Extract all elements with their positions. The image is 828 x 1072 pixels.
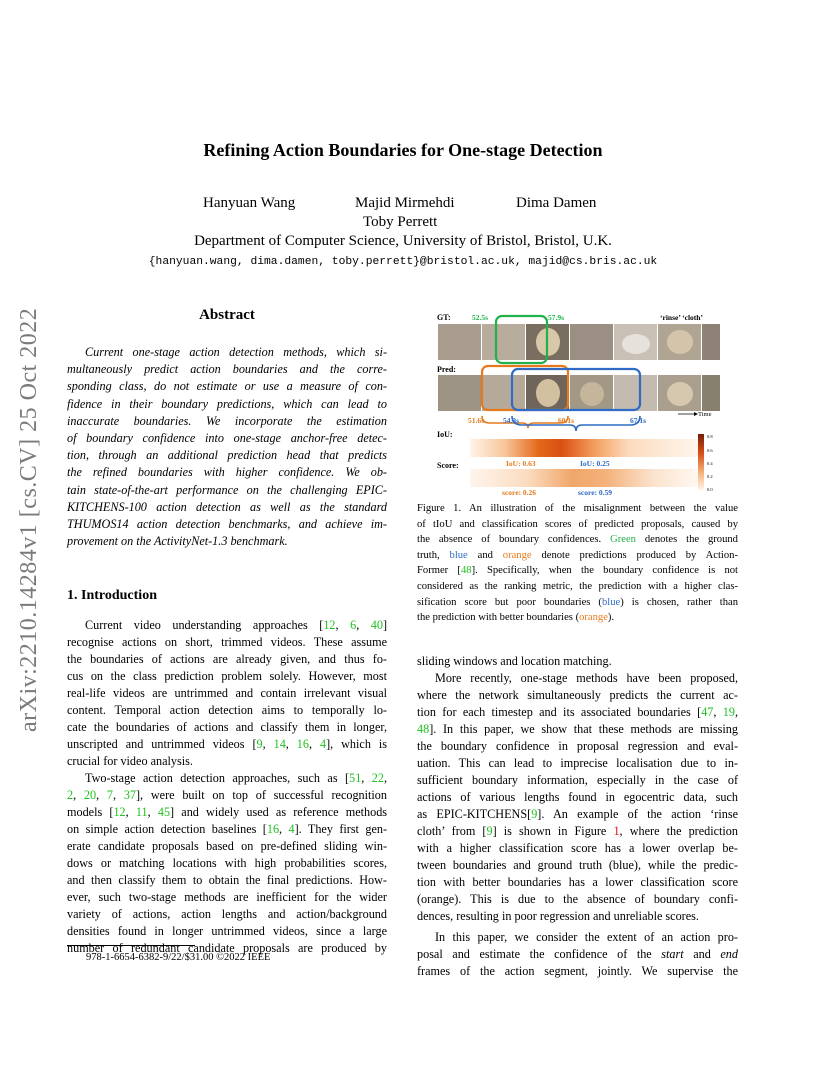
text-run: the prediction with better boundaries (: [417, 612, 580, 624]
text-run: dows or matching locations with high probabilities scores,: [67, 856, 387, 870]
author-name: Hanyuan Wang: [203, 195, 296, 211]
colorbar-tick: 0.0: [707, 487, 713, 492]
text-line: [417, 688, 738, 703]
text-line: [417, 841, 738, 856]
text-run: considered as the ranking metric, the prediction with a higher clas-: [417, 581, 738, 592]
paper-title: Refining Action Boundaries for One-stage Detection: [203, 140, 603, 160]
text-run: ,: [383, 771, 388, 785]
text-run: ,: [734, 705, 739, 719]
text-line: [417, 807, 738, 822]
time-axis-label: Time: [698, 411, 712, 418]
color-word: Green: [610, 534, 636, 546]
text-run: ,: [308, 737, 320, 751]
text-run: denote predictions produced by Action-: [531, 549, 738, 561]
text-line: [417, 654, 738, 669]
orange-iou-value: IoU: 0.63: [506, 459, 536, 468]
colorbar-tick: 0.8: [707, 434, 713, 439]
pred-time: 51.6s: [468, 416, 485, 425]
text-line: Current one-stage action detection methods, which si-: [85, 345, 387, 359]
text-run: tween boundaries and ground truth (blue), while the predic-: [417, 858, 738, 872]
text-line: [417, 671, 738, 686]
colorbar: [698, 434, 704, 490]
text-line: [67, 856, 387, 871]
text-line: [417, 858, 738, 873]
text-line: [417, 947, 738, 962]
text-run: models [: [67, 805, 114, 819]
text-run: ,: [113, 788, 124, 802]
abstract-heading: Abstract: [199, 307, 255, 323]
orange-score-value: score: 0.26: [502, 488, 537, 497]
text-line: [417, 824, 738, 839]
text-run: ,: [713, 705, 723, 719]
colorbar-tick: 0.4: [707, 461, 713, 466]
text-run: ,: [147, 805, 158, 819]
text-line: [417, 930, 738, 945]
text-run: ,: [279, 822, 289, 836]
text-line: KITCHENS-100 action detection as well as the standard: [67, 499, 387, 514]
blue-iou-value: IoU: 0.25: [580, 459, 610, 468]
caption-line: [417, 580, 738, 593]
text-run: end: [720, 947, 738, 961]
text-run: ]. In this paper, we show that these methods are missing: [429, 722, 738, 736]
text-line: [417, 892, 738, 907]
gt-label: GT:: [437, 313, 451, 322]
citation-link[interactable]: 14: [273, 737, 286, 751]
text-line: provement on the ActivityNet-1.3 benchmark.: [67, 534, 288, 549]
text-line: THUMOS14 action detection benchmarks, and achieve im-: [67, 517, 387, 531]
text-run: tion with better boundaries has a lower classification score: [417, 875, 738, 889]
text-run: ).: [607, 612, 615, 624]
citation-link[interactable]: 12: [113, 805, 126, 819]
text-run: Figure 1. An illustration of the misalignment between the value: [417, 503, 738, 514]
text-line: [67, 720, 387, 735]
caption-line: [417, 564, 738, 577]
text-line: [67, 652, 387, 667]
citation-link[interactable]: 11: [135, 805, 148, 819]
text-run: content. Temporal action detection aims to temporally lo-: [67, 703, 387, 717]
text-run: Former [: [417, 565, 461, 577]
citation-link[interactable]: 6: [350, 618, 357, 632]
text-run: variety of actions, action lengths and action/background: [67, 907, 387, 921]
section-heading: 1. Introduction: [67, 588, 157, 603]
text-run: as EPIC-KITCHENS[: [417, 807, 532, 821]
text-run: sliding windows and location matching.: [417, 654, 612, 668]
author-name: Toby Perrett: [363, 214, 438, 230]
caption-line: [417, 502, 738, 515]
text-line: [67, 890, 387, 905]
pred-time: 60.1s: [558, 416, 575, 425]
text-line: of boundary confidence into one-stage anchor-free detec-: [67, 431, 387, 445]
text-run: tion for each timestep and its associated boundaries [: [417, 705, 702, 719]
text-run: cate the boundaries of actions and classify them in longer,: [67, 720, 387, 734]
text-run: ,: [125, 805, 136, 819]
text-line: [417, 739, 738, 754]
text-run: cus on the class prediction problem solely. However, most: [67, 669, 387, 683]
gt-end-time: 57.9s: [548, 313, 565, 322]
text-run: ,: [262, 737, 274, 751]
text-line: tain state-of-the-art performance on the challenging EPIC-: [67, 482, 387, 497]
author-name: Majid Mirmehdi: [355, 195, 455, 211]
author-emails[interactable]: {hanyuan.wang, dima.damen, toby.perrett}@bristol.ac.uk, majid@cs.bris.ac.uk: [148, 256, 658, 268]
citation-link[interactable]: 48: [460, 565, 472, 577]
text-run: and: [467, 549, 503, 561]
text-line: [67, 822, 387, 837]
text-line: [417, 964, 738, 979]
text-run: and: [683, 947, 721, 961]
text-line: [417, 909, 738, 924]
text-run: Current video understanding approaches [: [85, 618, 324, 632]
text-run: erate candidate proposals based on pre-defined sliding win-: [67, 839, 387, 853]
arxiv-stamp[interactable]: arXiv:2210.14284v1 [cs.CV] 25 Oct 2022: [16, 307, 42, 733]
text-run: ,: [361, 771, 372, 785]
citation-link[interactable]: 9: [486, 824, 493, 838]
orange-brace: [482, 416, 568, 428]
text-line: [67, 907, 387, 922]
text-line: fidence in their boundary predictions, which can lead to: [67, 396, 387, 411]
citation-link[interactable]: 48: [417, 722, 430, 736]
text-run: number of redundant candidate proposals are produced by: [67, 941, 387, 955]
text-run: start: [661, 947, 684, 961]
text-line: multaneously predict action boundaries and the corre-: [67, 362, 387, 377]
text-line: [417, 756, 738, 771]
text-run: crucial for video analysis.: [67, 754, 193, 768]
text-line: [67, 669, 387, 684]
text-run: ]: [382, 618, 388, 632]
text-run: densities found in longer untrimmed videos, since a large: [67, 924, 387, 938]
text-run: ) is chosen, rather than: [620, 596, 738, 608]
gt-frame-strip: [438, 324, 720, 360]
text-line: [67, 805, 387, 820]
citation-link[interactable]: 16: [296, 737, 309, 751]
colorbar-tick: 0.2: [707, 474, 713, 479]
citation-link[interactable]: 37: [123, 788, 136, 802]
affiliation: Department of Computer Science, University of Bristol, Bristol, U.K.: [194, 233, 612, 249]
text-run: sification score but poor boundaries (: [417, 596, 602, 608]
citation-link[interactable]: 4: [288, 822, 295, 836]
text-run: truth,: [417, 549, 450, 561]
citation-link[interactable]: 2: [67, 788, 74, 802]
citation-link[interactable]: 40: [370, 618, 383, 632]
text-run: the boundaries of actions are already given, and thus fo-: [67, 652, 387, 666]
text-line: inaccurate boundaries. We incorporate the estimation: [67, 413, 387, 428]
text-line: [67, 686, 387, 701]
text-run: unscripted and untrimmed videos [: [67, 737, 257, 751]
text-line: [67, 839, 387, 854]
text-line: [417, 790, 738, 805]
pred-time: 67.1s: [630, 416, 647, 425]
text-run: In this paper, we consider the extent of an action pro-: [435, 930, 738, 944]
blue-score-value: score: 0.59: [578, 488, 613, 497]
score-row-label: Score:: [437, 461, 459, 470]
text-line: [67, 941, 387, 956]
text-line: [67, 618, 387, 633]
text-run: cloth’ from [: [417, 824, 487, 838]
text-line: [67, 737, 387, 752]
iou-heatmap: [470, 439, 698, 457]
text-line: [67, 771, 387, 786]
text-run: ,: [73, 788, 84, 802]
text-run: ,: [285, 737, 297, 751]
text-line: [67, 703, 387, 718]
iou-row-label: IoU:: [437, 430, 453, 439]
text-run: Two-stage action detection approaches, such as [: [85, 771, 350, 785]
author-name: Dima Damen: [516, 195, 597, 211]
text-run: ]. Specifically, when the boundary confidence is not: [471, 565, 738, 577]
text-run: ] is shown in Figure: [492, 824, 614, 838]
text-run: ever, such two-stage methods are inefficient for the wider: [67, 890, 387, 904]
text-run: ,: [356, 618, 371, 632]
pred-time: 54.3s: [503, 416, 520, 425]
text-line: [417, 705, 738, 720]
citation-link[interactable]: 12: [323, 618, 336, 632]
text-line: the refined boundaries with higher confidence. We ob-: [67, 465, 387, 480]
text-line: sponding class, do not estimate or use a measure of con-: [67, 379, 387, 394]
text-run: where the network simultaneously predicts the current ac-: [417, 688, 738, 702]
text-run: ], which is: [326, 737, 387, 751]
citation-link[interactable]: 22: [371, 771, 384, 785]
citation-link[interactable]: 4: [319, 737, 327, 751]
text-line: [67, 788, 387, 803]
pred-frame-strip: [438, 375, 720, 411]
caption-line: [417, 596, 738, 609]
score-heatmap: [470, 469, 698, 487]
citation-link[interactable]: 9: [531, 807, 538, 821]
citation-link[interactable]: 20: [83, 788, 97, 802]
color-word: orange: [502, 549, 532, 561]
text-run: real-life videos are untrimmed and contain irrelevant visual: [67, 686, 387, 700]
citation-link[interactable]: 19: [722, 705, 735, 719]
text-run: recognise actions on short, trimmed videos. These assume: [67, 635, 387, 649]
text-line: [417, 722, 738, 737]
text-run: denotes the ground: [635, 534, 738, 546]
copyright-footnote: 978-1-6654-6382-9/22/$31.00 ©2022 IEEE: [86, 952, 271, 963]
citation-link[interactable]: 47: [701, 705, 714, 719]
caption-line: [417, 549, 738, 562]
action-label: ‘rinse’ ‘cloth’: [660, 313, 703, 322]
text-run: ,: [335, 618, 351, 632]
text-run: ], were built on top of successful recognition: [136, 788, 387, 802]
text-line: [67, 924, 387, 939]
colorbar-tick: 0.6: [707, 448, 713, 453]
text-line: [67, 754, 387, 769]
text-run: sufficient boundary information, especially in the case of: [417, 773, 738, 787]
pred-label: Pred:: [437, 365, 456, 374]
text-run: on simple action detection baselines [: [67, 822, 267, 836]
citation-link[interactable]: 7: [106, 788, 113, 802]
text-run: of tIoU and classification scores of predicted proposals, caused by: [417, 518, 738, 530]
caption-line: [417, 533, 738, 546]
text-run: frames of the action segment, jointly. We supervise the: [417, 964, 738, 978]
figure-1: [430, 306, 730, 501]
caption-line: [417, 518, 738, 531]
color-word: blue: [601, 596, 621, 608]
text-run: and then classify them to obtain the final predictions. How-: [67, 873, 387, 887]
citation-link[interactable]: 1: [613, 824, 620, 838]
text-line: [67, 873, 387, 888]
text-run: uation. This can lead to imprecise localisation due to in-: [417, 756, 738, 770]
text-run: ]. An example of the action ‘rinse: [537, 807, 738, 821]
text-run: More recently, one-stage methods have been proposed,: [435, 671, 738, 685]
citation-link[interactable]: 51: [349, 771, 362, 785]
text-run: , where the prediction: [619, 824, 738, 838]
text-run: posal and estimate the confidence of the: [417, 947, 662, 961]
citation-link[interactable]: 45: [157, 805, 171, 819]
citation-link[interactable]: 16: [266, 822, 280, 836]
gt-start-time: 52.5s: [472, 313, 489, 322]
text-run: ,: [96, 788, 107, 802]
text-run: ] and widely used as reference methods: [170, 805, 388, 819]
text-line: [417, 773, 738, 788]
color-word: blue: [449, 549, 468, 561]
text-run: dences, resulting in poor regression and unreliable scores.: [417, 909, 699, 923]
text-run: actions of various lengths found in egocentric data, such: [417, 790, 738, 804]
citation-link[interactable]: 9: [256, 737, 263, 751]
text-run: the boundary confidence in proposal regression and eval-: [417, 739, 738, 753]
text-run: (orange). This is due to the absence of boundary confi-: [417, 892, 738, 906]
text-run: with a higher classification score has a lower overlap be-: [417, 841, 738, 855]
text-run: ]. They first gen-: [294, 822, 388, 836]
text-run: the absence of boundary confidences.: [417, 534, 611, 546]
caption-line: [417, 611, 738, 624]
text-line: [67, 635, 387, 650]
color-word: orange: [579, 612, 608, 624]
text-line: [417, 875, 738, 890]
text-line: tion, through an additional prediction head that predicts: [67, 448, 387, 463]
